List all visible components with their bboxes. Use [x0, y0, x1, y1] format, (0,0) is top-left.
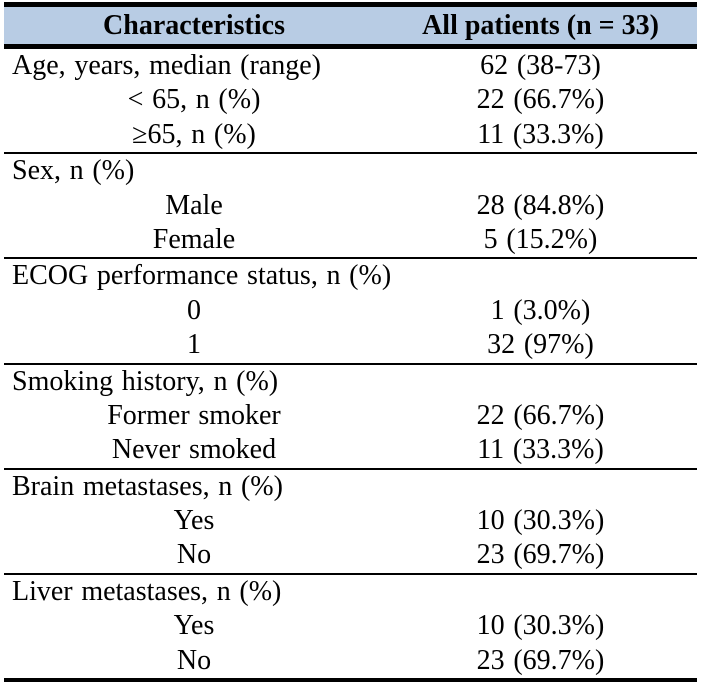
row-value: 5 (15.2%) — [483, 223, 598, 255]
table-row — [4, 294, 697, 328]
table-row — [4, 189, 697, 223]
header-all-patients: All patients (n = 33) — [422, 10, 659, 41]
table-row — [4, 538, 697, 572]
row-label: Male — [165, 189, 223, 221]
row-label: No — [176, 539, 212, 571]
row-label: Yes — [173, 610, 215, 642]
row-value — [384, 470, 697, 504]
row-label: 0 — [187, 294, 201, 326]
table-section — [4, 49, 697, 152]
table-row — [4, 399, 697, 433]
row-value: 23 (69.7%) — [476, 644, 605, 676]
row-value: 1 (3.0%) — [490, 294, 591, 326]
row-value — [384, 575, 697, 609]
row-value: 10 (30.3%) — [476, 610, 605, 642]
table-row — [4, 83, 697, 117]
table-row — [4, 433, 697, 467]
row-label: ECOG performance status, n (%) — [12, 260, 392, 292]
row-value: 32 (97%) — [487, 329, 594, 361]
row-label: ≥65, n (%) — [132, 118, 256, 150]
row-value — [384, 365, 697, 399]
table-row — [4, 504, 697, 538]
table-row — [4, 365, 697, 399]
table-section — [4, 573, 697, 678]
row-value: 10 (30.3%) — [476, 505, 605, 537]
row-value: 11 (33.3%) — [477, 434, 604, 466]
row-value: 28 (84.8%) — [476, 189, 605, 221]
table-section — [4, 257, 697, 362]
row-label: 1 — [187, 329, 201, 361]
row-label: Liver metastases, n (%) — [12, 575, 282, 607]
table-row — [4, 644, 697, 678]
table-row — [4, 118, 697, 152]
table-section — [4, 152, 697, 257]
row-label: Former smoker — [107, 399, 281, 431]
table-body — [4, 49, 697, 678]
row-value — [384, 259, 697, 293]
header-characteristics: Characteristics — [103, 10, 285, 41]
row-label: No — [176, 644, 212, 676]
row-label: Female — [152, 223, 236, 255]
table-header-row — [4, 7, 697, 49]
table-row — [4, 49, 697, 83]
row-value: 62 (38-73) — [480, 50, 601, 81]
row-label: Yes — [173, 505, 215, 537]
row-label: Age, years, median (range) — [12, 50, 322, 81]
table-row — [4, 328, 697, 362]
row-value: 23 (69.7%) — [476, 539, 605, 571]
row-label: Smoking history, n (%) — [12, 365, 279, 397]
table-row — [4, 470, 697, 504]
table-row — [4, 223, 697, 257]
row-label: Sex, n (%) — [12, 155, 135, 187]
row-value — [384, 154, 697, 188]
row-label: Brain metastases, n (%) — [12, 470, 283, 502]
row-value: 11 (33.3%) — [477, 118, 604, 150]
table-section — [4, 363, 697, 468]
characteristics-table — [4, 2, 697, 682]
table-section — [4, 468, 697, 573]
table-row — [4, 154, 697, 188]
row-label: < 65, n (%) — [127, 84, 261, 116]
table-row — [4, 609, 697, 643]
table-row — [4, 259, 697, 293]
row-value: 22 (66.7%) — [476, 399, 605, 431]
table-row — [4, 575, 697, 609]
row-label: Never smoked — [111, 434, 277, 466]
row-value: 22 (66.7%) — [476, 84, 605, 116]
